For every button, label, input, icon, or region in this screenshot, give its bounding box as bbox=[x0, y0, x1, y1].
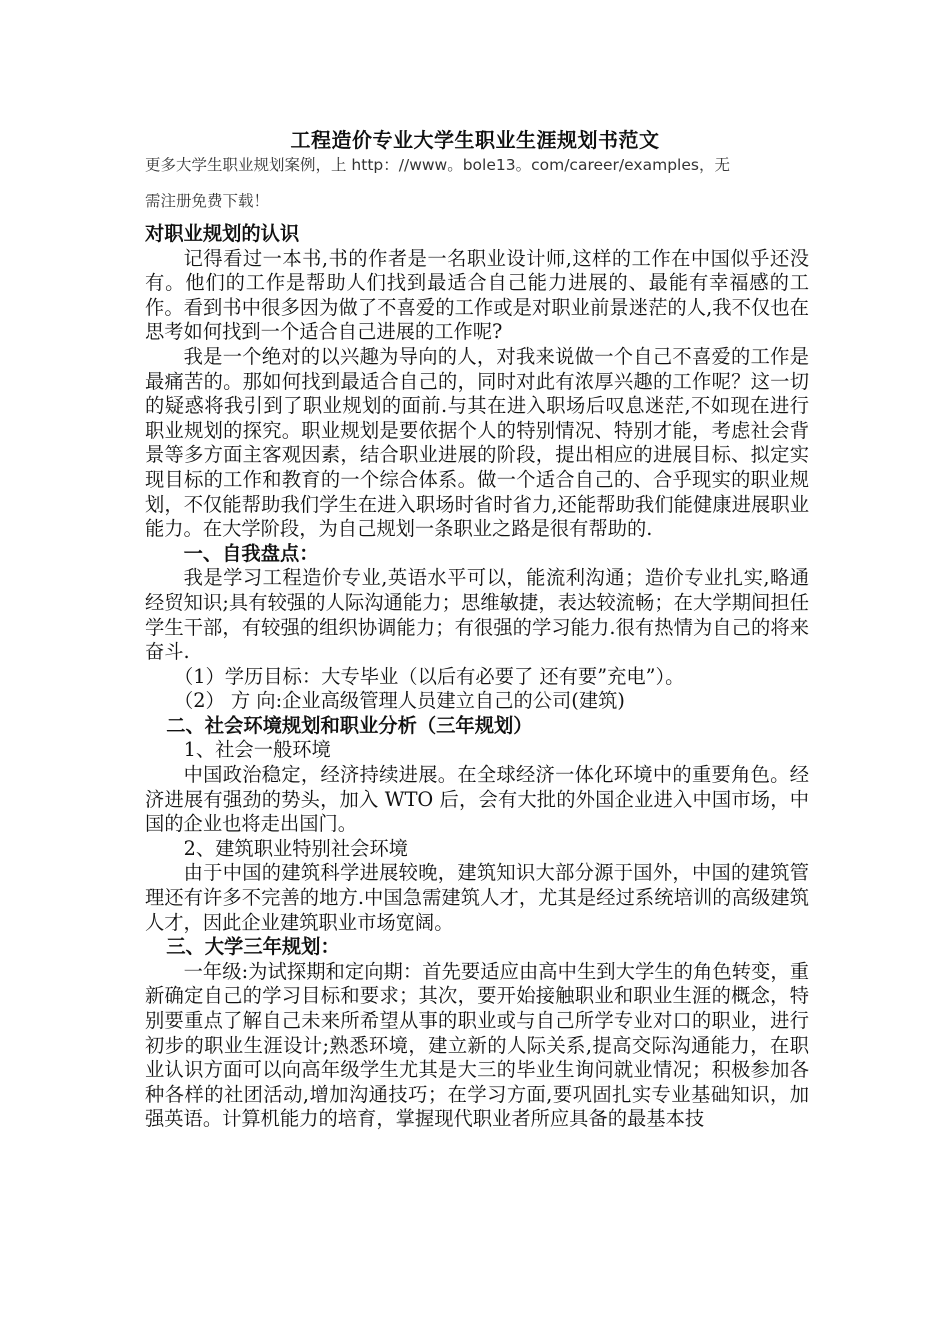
section-heading-intro: 对职业规划的认识 bbox=[145, 222, 300, 245]
goal-direction: （2） 方 向:企业高级管理人员建立自己的公司(建筑) bbox=[173, 689, 625, 713]
document-body bbox=[145, 222, 809, 1132]
paragraph-intro-1: 记得看过一本书,书的作者是一名职业设计师,这样的工作在中国似乎还没有。他们的工作是帮助人们找到最适合自己能力进展的、最能有幸福感的工作。看到书中很多因为做了不喜爱的工作或是对职业前景迷茫的人,我不仅也在思考如何找到一个适合自己进展的工作呢? bbox=[145, 246, 809, 344]
promo-line-2: 需注册免费下载！ bbox=[145, 192, 270, 210]
paragraph-construction-environment: 由于中国的建筑科学进展较晚，建筑知识大部分源于国外，中国的建筑管理还有许多不完善的地方.中国急需建筑人才，尤其是经过系统培训的高级建筑人才，因此企业建筑职业市场宽阔。 bbox=[145, 861, 809, 934]
promo-line-1: 更多大学生职业规划案例，上 http：//www。bole13。com/career/examples，无 bbox=[145, 156, 730, 174]
goal-education: （1）学历目标：大专毕业（以后有必要了 还有要”充电”）。 bbox=[173, 664, 685, 688]
section-heading-three-year-plan: 三、大学三年规划： bbox=[166, 935, 340, 959]
paragraph-self-assessment: 我是学习工程造价专业,英语水平可以，能流利沟通；造价专业扎实,略通经贸知识;具有较强的人际沟通能力；思维敏捷，表达较流畅；在大学期间担任学生干部，有较强的组织协调能力；有很强的学习能力.很有热情为自己的将来奋斗. bbox=[145, 566, 809, 664]
subheading-general-environment: 1、社会一般环境 bbox=[183, 738, 331, 762]
document-title: 工程造价专业大学生职业生涯规划书范文 bbox=[290, 128, 660, 152]
paragraph-first-year: 一年级:为试探期和定向期：首先要适应由高中生到大学生的角色转变，重新确定自己的学习目标和要求；其次，要开始接触职业和职业生涯的概念，特别要重点了解自己未来所希望从事的职业或与自己所学专业对口的职业，进行初步的职业生涯设计;熟悉环境，建立新的人际关系,提高交际沟通能力，在职业认识方面可以向高年级学生尤其是大三的毕业生询问就业情况；积极参加各种各样的社团活动,增加沟通技巧；在学习方面,要巩固扎实专业基础知识，加强英语。计算机能力的培育，掌握现代职业者所应具备的最基本技 bbox=[145, 959, 809, 1131]
paragraph-intro-2: 我是一个绝对的以兴趣为导向的人，对我来说做一个自己不喜爱的工作是最痛苦的。那如何找到最适合自己的，同时对此有浓厚兴趣的工作呢？这一切的疑惑将我引到了职业规划的面前.与其在进入职场后叹息迷茫,不如现在进行职业规划的探究。职业规划是要依据个人的特别情况、特别才能，考虑社会背景等多方面主客观因素，结合职业进展的阶段，提出相应的进展目标、拟定实现目标的工作和教育的一个综合体系。做一个适合自己的、合乎现实的职业规划，不仅能帮助我们学生在进入职场时省时省力,还能帮助我们能健康进展职业能力。在大学阶段，为自己规划一条职业之路是很有帮助的. bbox=[145, 344, 809, 541]
paragraph-general-environment: 中国政治稳定，经济持续进展。在全球经济一体化环境中的重要角色。经济进展有强劲的势头，加入 WTO 后，会有大批的外国企业进入中国市场，中国的企业也将走出国门。 bbox=[145, 763, 809, 836]
section-heading-self-assessment: 一、自我盘点： bbox=[183, 541, 319, 565]
subheading-construction-environment: 2、建筑职业特别社会环境 bbox=[183, 836, 408, 860]
section-heading-social-environment: 二、社会环境规划和职业分析（三年规划） bbox=[166, 713, 533, 737]
